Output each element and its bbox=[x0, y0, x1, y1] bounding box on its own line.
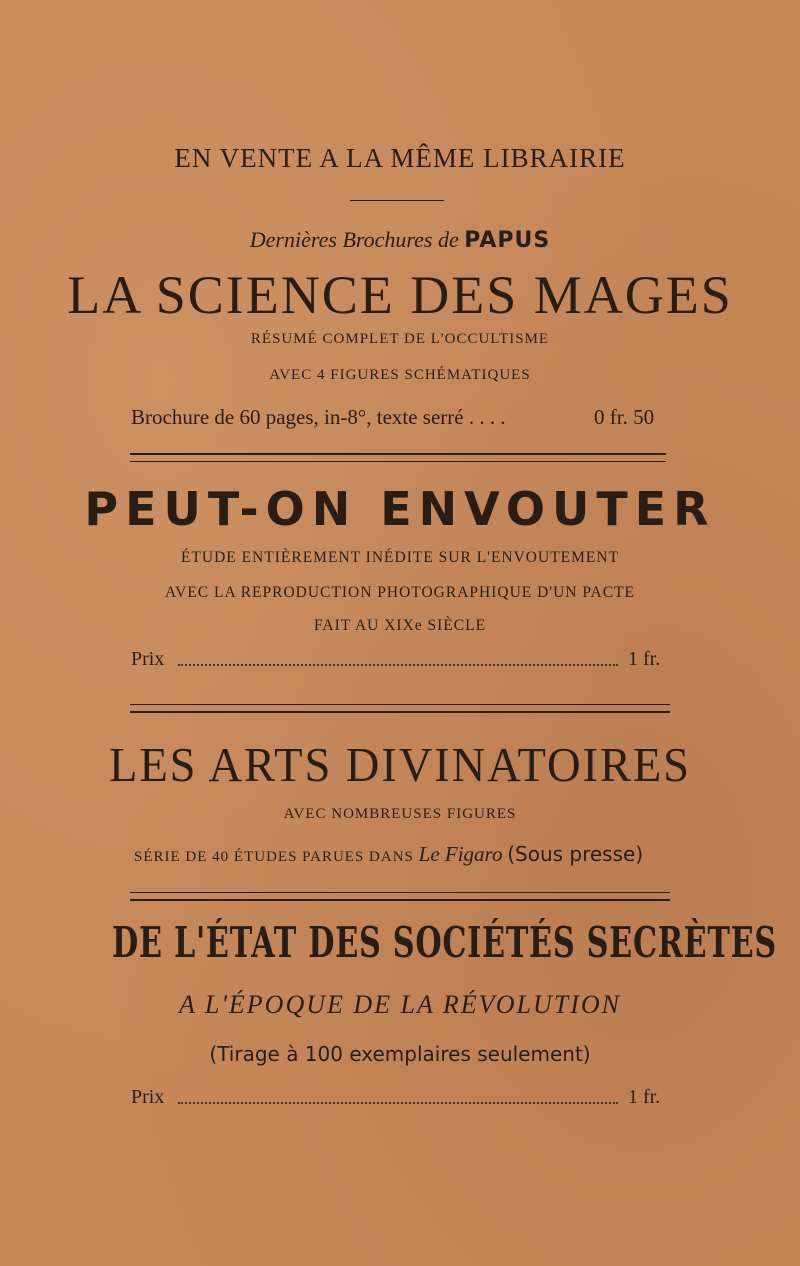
divider-2b bbox=[130, 711, 670, 713]
header-rule bbox=[350, 200, 444, 201]
book2-line1: ÉTUDE ENTIÈREMENT INÉDITE SUR L'ENVOUTEMENT bbox=[180, 549, 620, 566]
book4-subtitle: A L'ÉPOQUE DE LA RÉVOLUTION bbox=[178, 990, 622, 1019]
book1-price: 0 fr. 50 bbox=[594, 405, 655, 429]
book3-title: LES ARTS DIVINATOIRES bbox=[109, 737, 691, 792]
divider-3b bbox=[130, 899, 670, 901]
subtitle-prefix: Dernières Brochures de bbox=[249, 227, 459, 252]
book2-leader-dots bbox=[178, 664, 618, 666]
book1-line2: AVEC 4 FIGURES SCHÉMATIQUES bbox=[269, 367, 531, 383]
book4-leader-dots bbox=[178, 1102, 618, 1104]
divider-2a bbox=[130, 704, 670, 705]
book3-line2 bbox=[134, 842, 643, 867]
divider-1b bbox=[130, 461, 666, 462]
subtitle bbox=[0, 227, 800, 253]
book4-price: 1 fr. bbox=[628, 1086, 661, 1108]
book2-line3: FAIT AU XIXe SIÈCLE bbox=[313, 617, 487, 634]
book4-price-label: Prix bbox=[131, 1086, 165, 1108]
book2-line2: AVEC LA REPRODUCTION PHOTOGRAPHIQUE D'UN PACTE bbox=[164, 584, 636, 601]
book2-title: PEUT-ON ENVOUTER bbox=[84, 482, 716, 536]
book2-price: 1 fr. bbox=[628, 648, 661, 670]
book3-status: (Sous presse) bbox=[507, 842, 644, 866]
book1-title: LA SCIENCE DES MAGES bbox=[67, 265, 733, 325]
book1-line1: RÉSUMÉ COMPLET DE L'OCCULTISME bbox=[250, 331, 550, 347]
book3-line2-prefix: SÉRIE DE 40 ÉTUDES PARUES DANS bbox=[134, 849, 414, 865]
book3-line1: AVEC NOMBREUSES FIGURES bbox=[283, 806, 517, 822]
divider-3a bbox=[130, 892, 670, 893]
book4-note: (Tirage à 100 exemplaires seulement) bbox=[209, 1042, 591, 1066]
book4-title: DE L'ÉTAT DES SOCIÉTÉS SECRÈTES bbox=[112, 918, 777, 967]
book2-price-label: Prix bbox=[131, 648, 165, 670]
header: EN VENTE A LA MÊME LIBRAIRIE bbox=[174, 143, 626, 173]
journal-name: Le Figaro bbox=[418, 842, 503, 866]
book1-desc: Brochure de 60 pages, in-8°, texte serré . . . . bbox=[131, 405, 506, 429]
divider-1a bbox=[130, 453, 666, 455]
author-name: PAPUS bbox=[464, 228, 551, 253]
